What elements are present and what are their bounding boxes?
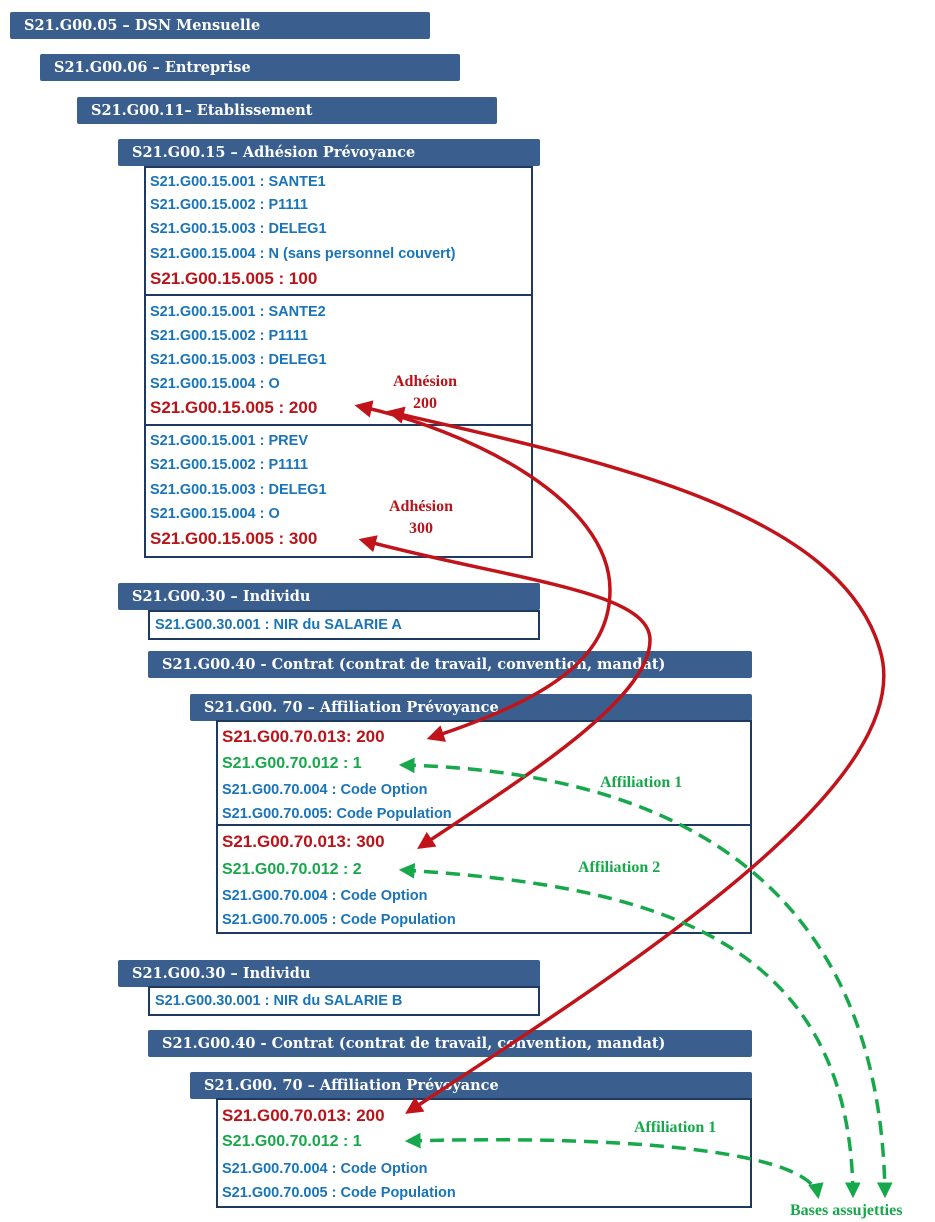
arrow-affiliation-1-a-bases [402,765,885,1195]
adhesion-1-line-001: S21.G00.15.001 : SANTE1 [150,174,326,190]
adhesion-2-key: S21.G00.15.005 : 200 [150,398,318,417]
header-affiliation-a: S21.G00. 70 – Affiliation Prévoyance [190,694,752,721]
adhesion-3-line-001: S21.G00.15.001 : PREV [150,433,308,449]
adhesion-1-line-004: S21.G00.15.004 : N (sans personnel couvert) [150,246,456,262]
arrow-200-to-affiliation-b [390,412,884,1112]
affiliation-b-population: S21.G00.70.005 : Code Population [222,1185,456,1201]
header-dsn-mensuelle: S21.G00.05 – DSN Mensuelle [10,12,430,39]
arrow-affiliation-2-a-bases [402,870,853,1195]
adhesion-1-line-003: S21.G00.15.003 : DELEG1 [150,221,327,237]
adhesion-2-line-003: S21.G00.15.003 : DELEG1 [150,352,327,368]
adhesion-3-key: S21.G00.15.005 : 300 [150,529,318,548]
arrow-300-to-affiliation-a [362,540,650,847]
individu-b-nir: S21.G00.30.001 : NIR du SALARIE B [155,993,403,1009]
annotation-affiliation-1-b: Affiliation 1 [634,1119,717,1136]
adhesion-1-line-002: S21.G00.15.002 : P1111 [150,197,309,213]
annotation-adhesion-300-line1: Adhésion [388,498,454,515]
adhesion-2-line-002: S21.G00.15.002 : P1111 [150,328,309,344]
annotation-bases-assujetties: Bases assujetties [790,1202,903,1219]
adhesion-2-line-004: S21.G00.15.004 : O [150,376,280,392]
affiliation-a-1-population: S21.G00.70.005: Code Population [222,806,452,822]
adhesion-3-line-004: S21.G00.15.004 : O [150,506,280,522]
header-individu-b: S21.G00.30 – Individu [118,960,540,987]
affiliation-b-ref: S21.G00.70.013: 200 [222,1106,385,1125]
affiliation-b-num: S21.G00.70.012 : 1 [222,1133,362,1150]
header-affiliation-b: S21.G00. 70 – Affiliation Prévoyance [190,1072,752,1099]
affiliation-a-1-ref: S21.G00.70.013: 200 [222,727,385,746]
adhesion-3-line-002: S21.G00.15.002 : P1111 [150,457,309,473]
arrow-affiliation-1-b-bases [408,1140,818,1196]
annotation-adhesion-200-line2: 200 [413,395,437,412]
annotation-affiliation-2-a: Affiliation 2 [578,859,661,876]
individu-a-nir: S21.G00.30.001 : NIR du SALARIE A [155,617,402,633]
annotation-adhesion-200-line1: Adhésion [392,373,458,390]
affiliation-b-option: S21.G00.70.004 : Code Option [222,1161,428,1177]
header-adhesion-prevoyance: S21.G00.15 – Adhésion Prévoyance [118,139,540,166]
header-etablissement: S21.G00.11– Etablissement [77,97,497,124]
adhesion-1-key: S21.G00.15.005 : 100 [150,269,318,288]
annotation-adhesion-300-line2: 300 [409,520,433,537]
header-entreprise: S21.G00.06 – Entreprise [40,54,460,81]
header-contrat-b: S21.G00.40 - Contrat (contrat de travail, convention, mandat) [148,1030,752,1057]
affiliation-a-2-ref: S21.G00.70.013: 300 [222,832,385,851]
affiliation-a-1-num: S21.G00.70.012 : 1 [222,755,362,772]
header-contrat-a: S21.G00.40 - Contrat (contrat de travail, convention, mandat) [148,651,752,678]
annotation-affiliation-1-a: Affiliation 1 [600,774,683,791]
affiliation-a-2-option: S21.G00.70.004 : Code Option [222,888,428,904]
adhesion-2-line-001: S21.G00.15.001 : SANTE2 [150,304,326,320]
affiliation-a-2-num: S21.G00.70.012 : 2 [222,861,362,878]
header-individu-a: S21.G00.30 – Individu [118,583,540,610]
adhesion-3-line-003: S21.G00.15.003 : DELEG1 [150,482,327,498]
affiliation-a-2-population: S21.G00.70.005 : Code Population [222,912,456,928]
affiliation-a-1-option: S21.G00.70.004 : Code Option [222,782,428,798]
